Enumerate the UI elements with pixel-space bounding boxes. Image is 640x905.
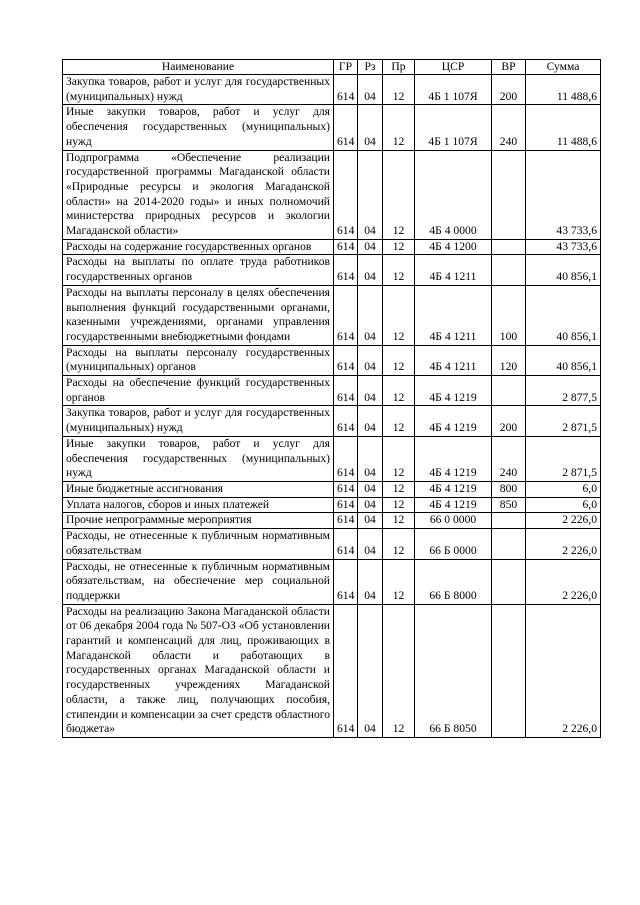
cell-csr: 4Б 1 107Я [415, 75, 492, 105]
table-row [63, 529, 601, 559]
cell-name: Расходы на реализацию Закона Магаданской области от 06 декабря 2004 года № 507-ОЗ «Об установлении гарантий и компенсаций для лиц, проживающих в Магаданской области и работающих в государственных органах Магаданской области и государственных учреждениях Магаданской области, а также лиц, получающих пособия, стипендии и компенсации за счет средств областного бюджета» [63, 604, 334, 737]
cell-csr: 4Б 4 1219 [415, 497, 492, 513]
cell-vr [492, 376, 526, 406]
cell-name: Иные закупки товаров, работ и услуг для обеспечения государственных (муниципальных) нужд [63, 105, 334, 150]
cell-csr: 4Б 4 1219 [415, 481, 492, 497]
cell-sum: 2 226,0 [526, 559, 601, 604]
cell-sum: 2 871,5 [526, 406, 601, 436]
table-row [63, 497, 601, 513]
cell-name: Расходы на выплаты по оплате труда работников государственных органов [63, 255, 334, 285]
cell-vr: 240 [492, 436, 526, 481]
table-row [63, 255, 601, 285]
cell-vr: 200 [492, 406, 526, 436]
cell-gr: 614 [334, 604, 358, 737]
cell-name: Расходы на содержание государственных органов [63, 239, 334, 255]
table-row [63, 285, 601, 345]
cell-csr: 4Б 1 107Я [415, 105, 492, 150]
cell-gr: 614 [334, 345, 358, 375]
cell-csr: 4Б 4 1211 [415, 285, 492, 345]
cell-name: Закупка товаров, работ и услуг для государственных (муниципальных) нужд [63, 406, 334, 436]
cell-sum: 11 488,6 [526, 75, 601, 105]
budget-table [62, 59, 601, 738]
cell-rz: 04 [358, 150, 383, 239]
cell-pr: 12 [383, 529, 415, 559]
cell-vr: 200 [492, 75, 526, 105]
cell-rz: 04 [358, 559, 383, 604]
cell-pr: 12 [383, 559, 415, 604]
cell-rz: 04 [358, 481, 383, 497]
cell-rz: 04 [358, 436, 383, 481]
table-row [63, 513, 601, 529]
cell-pr: 12 [383, 345, 415, 375]
cell-pr: 12 [383, 285, 415, 345]
table-row [63, 406, 601, 436]
cell-sum: 40 856,1 [526, 255, 601, 285]
cell-vr: 800 [492, 481, 526, 497]
cell-sum: 6,0 [526, 497, 601, 513]
table-row [63, 604, 601, 737]
table-row [63, 436, 601, 481]
cell-gr: 614 [334, 529, 358, 559]
cell-rz: 04 [358, 105, 383, 150]
cell-pr: 12 [383, 75, 415, 105]
cell-csr: 66 Б 0000 [415, 529, 492, 559]
cell-name: Иные закупки товаров, работ и услуг для обеспечения государственных (муниципальных) нужд [63, 436, 334, 481]
cell-rz: 04 [358, 345, 383, 375]
cell-name: Иные бюджетные ассигнования [63, 481, 334, 497]
cell-name: Расходы на выплаты персоналу государственных (муниципальных) органов [63, 345, 334, 375]
cell-vr [492, 559, 526, 604]
header-sum: Сумма [526, 60, 601, 75]
cell-csr: 66 Б 8050 [415, 604, 492, 737]
cell-gr: 614 [334, 436, 358, 481]
cell-csr: 66 Б 8000 [415, 559, 492, 604]
cell-vr [492, 604, 526, 737]
cell-gr: 614 [334, 406, 358, 436]
header-pr: Пр [383, 60, 415, 75]
cell-pr: 12 [383, 604, 415, 737]
cell-csr: 4Б 4 1200 [415, 239, 492, 255]
cell-csr: 4Б 4 1211 [415, 345, 492, 375]
cell-csr: 66 0 0000 [415, 513, 492, 529]
cell-vr [492, 255, 526, 285]
cell-gr: 614 [334, 376, 358, 406]
table-row [63, 75, 601, 105]
header-csr: ЦСР [415, 60, 492, 75]
table-row [63, 345, 601, 375]
cell-sum: 2 226,0 [526, 529, 601, 559]
table-row [63, 376, 601, 406]
header-vr: ВР [492, 60, 526, 75]
cell-pr: 12 [383, 513, 415, 529]
table-header-row [63, 60, 601, 75]
table-row [63, 105, 601, 150]
cell-pr: 12 [383, 436, 415, 481]
cell-sum: 2 877,5 [526, 376, 601, 406]
cell-sum: 2 871,5 [526, 436, 601, 481]
cell-rz: 04 [358, 239, 383, 255]
cell-rz: 04 [358, 529, 383, 559]
cell-name: Расходы на выплаты персоналу в целях обеспечения выполнения функций государственными органами, казенными учреждениями, органами управления государственными внебюджетными фондами [63, 285, 334, 345]
cell-gr: 614 [334, 75, 358, 105]
cell-gr: 614 [334, 150, 358, 239]
cell-gr: 614 [334, 559, 358, 604]
cell-sum: 2 226,0 [526, 513, 601, 529]
cell-sum: 6,0 [526, 481, 601, 497]
cell-vr [492, 513, 526, 529]
table-row [63, 481, 601, 497]
cell-rz: 04 [358, 285, 383, 345]
cell-sum: 43 733,6 [526, 239, 601, 255]
cell-rz: 04 [358, 255, 383, 285]
cell-pr: 12 [383, 255, 415, 285]
cell-pr: 12 [383, 239, 415, 255]
cell-rz: 04 [358, 376, 383, 406]
cell-name: Прочие непрограммные мероприятия [63, 513, 334, 529]
cell-gr: 614 [334, 105, 358, 150]
cell-sum: 40 856,1 [526, 285, 601, 345]
cell-rz: 04 [358, 604, 383, 737]
cell-vr: 850 [492, 497, 526, 513]
header-name: Наименование [63, 60, 334, 75]
cell-sum: 2 226,0 [526, 604, 601, 737]
header-rz: Рз [358, 60, 383, 75]
cell-gr: 614 [334, 513, 358, 529]
table-row [63, 559, 601, 604]
cell-name: Уплата налогов, сборов и иных платежей [63, 497, 334, 513]
cell-sum: 40 856,1 [526, 345, 601, 375]
cell-name: Расходы, не отнесенные к публичным нормативным обязательствам, на обеспечение мер социальной поддержки [63, 559, 334, 604]
cell-csr: 4Б 4 1219 [415, 436, 492, 481]
cell-vr [492, 529, 526, 559]
cell-gr: 614 [334, 497, 358, 513]
cell-vr [492, 150, 526, 239]
cell-vr: 240 [492, 105, 526, 150]
cell-rz: 04 [358, 75, 383, 105]
cell-name: Закупка товаров, работ и услуг для государственных (муниципальных) нужд [63, 75, 334, 105]
header-gr: ГР [334, 60, 358, 75]
cell-gr: 614 [334, 285, 358, 345]
cell-pr: 12 [383, 497, 415, 513]
cell-pr: 12 [383, 105, 415, 150]
cell-csr: 4Б 4 1219 [415, 376, 492, 406]
cell-vr: 120 [492, 345, 526, 375]
cell-vr [492, 239, 526, 255]
cell-name: Подпрограмма «Обеспечение реализации государственной программы Магаданской области «Природные ресурсы и экология Магаданской области» на 2014-2020 годы» и иных полномочий министерства природных ресурсов и экологии Магаданской области» [63, 150, 334, 239]
cell-name: Расходы, не отнесенные к публичным нормативным обязательствам [63, 529, 334, 559]
cell-gr: 614 [334, 255, 358, 285]
cell-pr: 12 [383, 481, 415, 497]
cell-gr: 614 [334, 239, 358, 255]
cell-pr: 12 [383, 376, 415, 406]
cell-name: Расходы на обеспечение функций государственных органов [63, 376, 334, 406]
table-row [63, 239, 601, 255]
cell-csr: 4Б 4 0000 [415, 150, 492, 239]
cell-pr: 12 [383, 406, 415, 436]
cell-csr: 4Б 4 1211 [415, 255, 492, 285]
cell-sum: 43 733,6 [526, 150, 601, 239]
cell-rz: 04 [358, 406, 383, 436]
cell-csr: 4Б 4 1219 [415, 406, 492, 436]
cell-vr: 100 [492, 285, 526, 345]
table-body [63, 75, 601, 738]
table-row [63, 150, 601, 239]
cell-rz: 04 [358, 513, 383, 529]
cell-rz: 04 [358, 497, 383, 513]
cell-sum: 11 488,6 [526, 105, 601, 150]
cell-gr: 614 [334, 481, 358, 497]
cell-pr: 12 [383, 150, 415, 239]
